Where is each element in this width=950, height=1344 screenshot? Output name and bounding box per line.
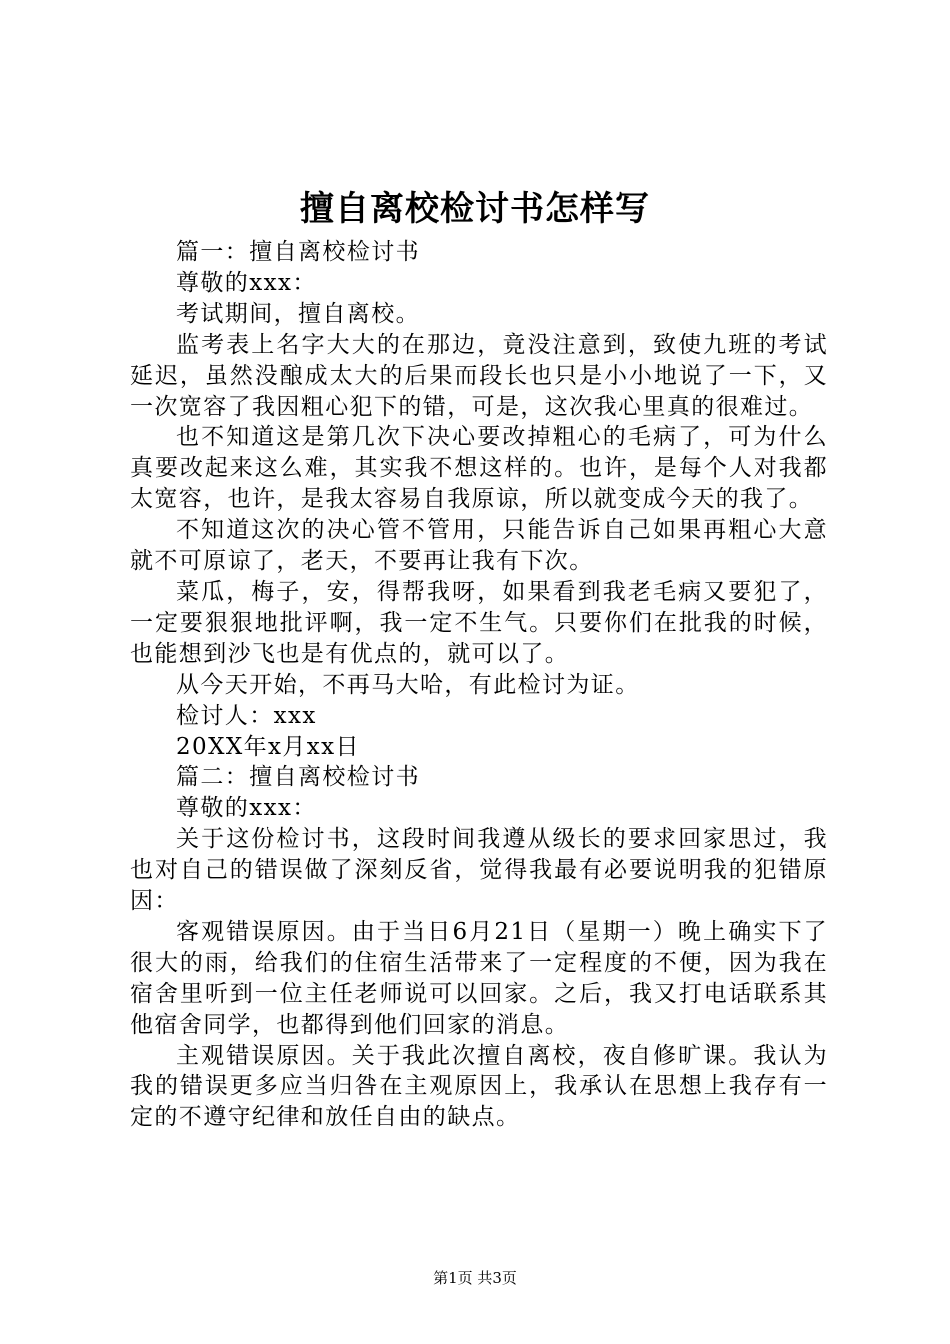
paragraph-salutation-1: 尊敬的xxx： [176, 269, 317, 296]
paragraph-signature: 检讨人：xxx [176, 702, 317, 729]
paragraph: 菜瓜，梅子，安，得帮我呀，如果看到我老毛病又要犯了，一定要狠狠地批评啊，我一定不生气。只要你们在批我的时候，也能想到沙飞也是有优点的，就可以了。 [130, 578, 828, 667]
document-title: 擅自离校检讨书怎样写 [300, 189, 650, 229]
paragraph: 主观错误原因。关于我此次擅自离校，夜自修旷课。我认为我的错误更多应当归咎在主观原因上，我承认在思想上我存有一定的不遵守纪律和放任自由的缺点。 [130, 1042, 828, 1131]
paragraph: 客观错误原因。由于当日6月21日（星期一）晚上确实下了很大的雨，给我们的住宿生活带来了一定程度的不便，因为我在宿舍里听到一位主任老师说可以回家。之后，我又打电话联系其他宿舍同学，也都得到他们回家的消息。 [130, 918, 828, 1038]
paragraph-salutation-2: 尊敬的xxx： [176, 795, 317, 822]
paragraph-section-1-heading: 篇一：擅自离校检讨书 [176, 239, 420, 265]
page-footer: 第1页 共3页 [433, 1269, 517, 1287]
paragraph: 关于这份检讨书，这段时间我遵从级长的要求回家思过，我也对自己的错误做了深刻反省，觉得我最有必要说明我的犯错原因： [130, 826, 828, 915]
paragraph-date: 20XX年x月xx日 [176, 733, 360, 760]
paragraph: 考试期间，擅自离校。 [176, 300, 420, 327]
document-body [130, 237, 828, 1133]
paragraph: 也不知道这是第几次下决心要改掉粗心的毛病了，可为什么真要改起来这么难，其实我不想这样的。也许，是每个人对我都太宽容，也许，是我太容易自我原谅，所以就变成今天的我了。 [130, 424, 828, 513]
paragraph: 不知道这次的决心管不管用，只能告诉自己如果再粗心大意就不可原谅了，老天，不要再让我有下次。 [130, 517, 828, 575]
paragraph: 从今天开始，不再马大哈，有此检讨为证。 [176, 671, 640, 698]
paragraph: 监考表上名字大大的在那边，竟没注意到，致使九班的考试延迟，虽然没酿成太大的后果而段长也只是小小地说了一下，又一次宽容了我因粗心犯下的错，可是，这次我心里真的很难过。 [130, 331, 828, 420]
paragraph-section-2-heading: 篇二：擅自离校检讨书 [176, 764, 420, 791]
